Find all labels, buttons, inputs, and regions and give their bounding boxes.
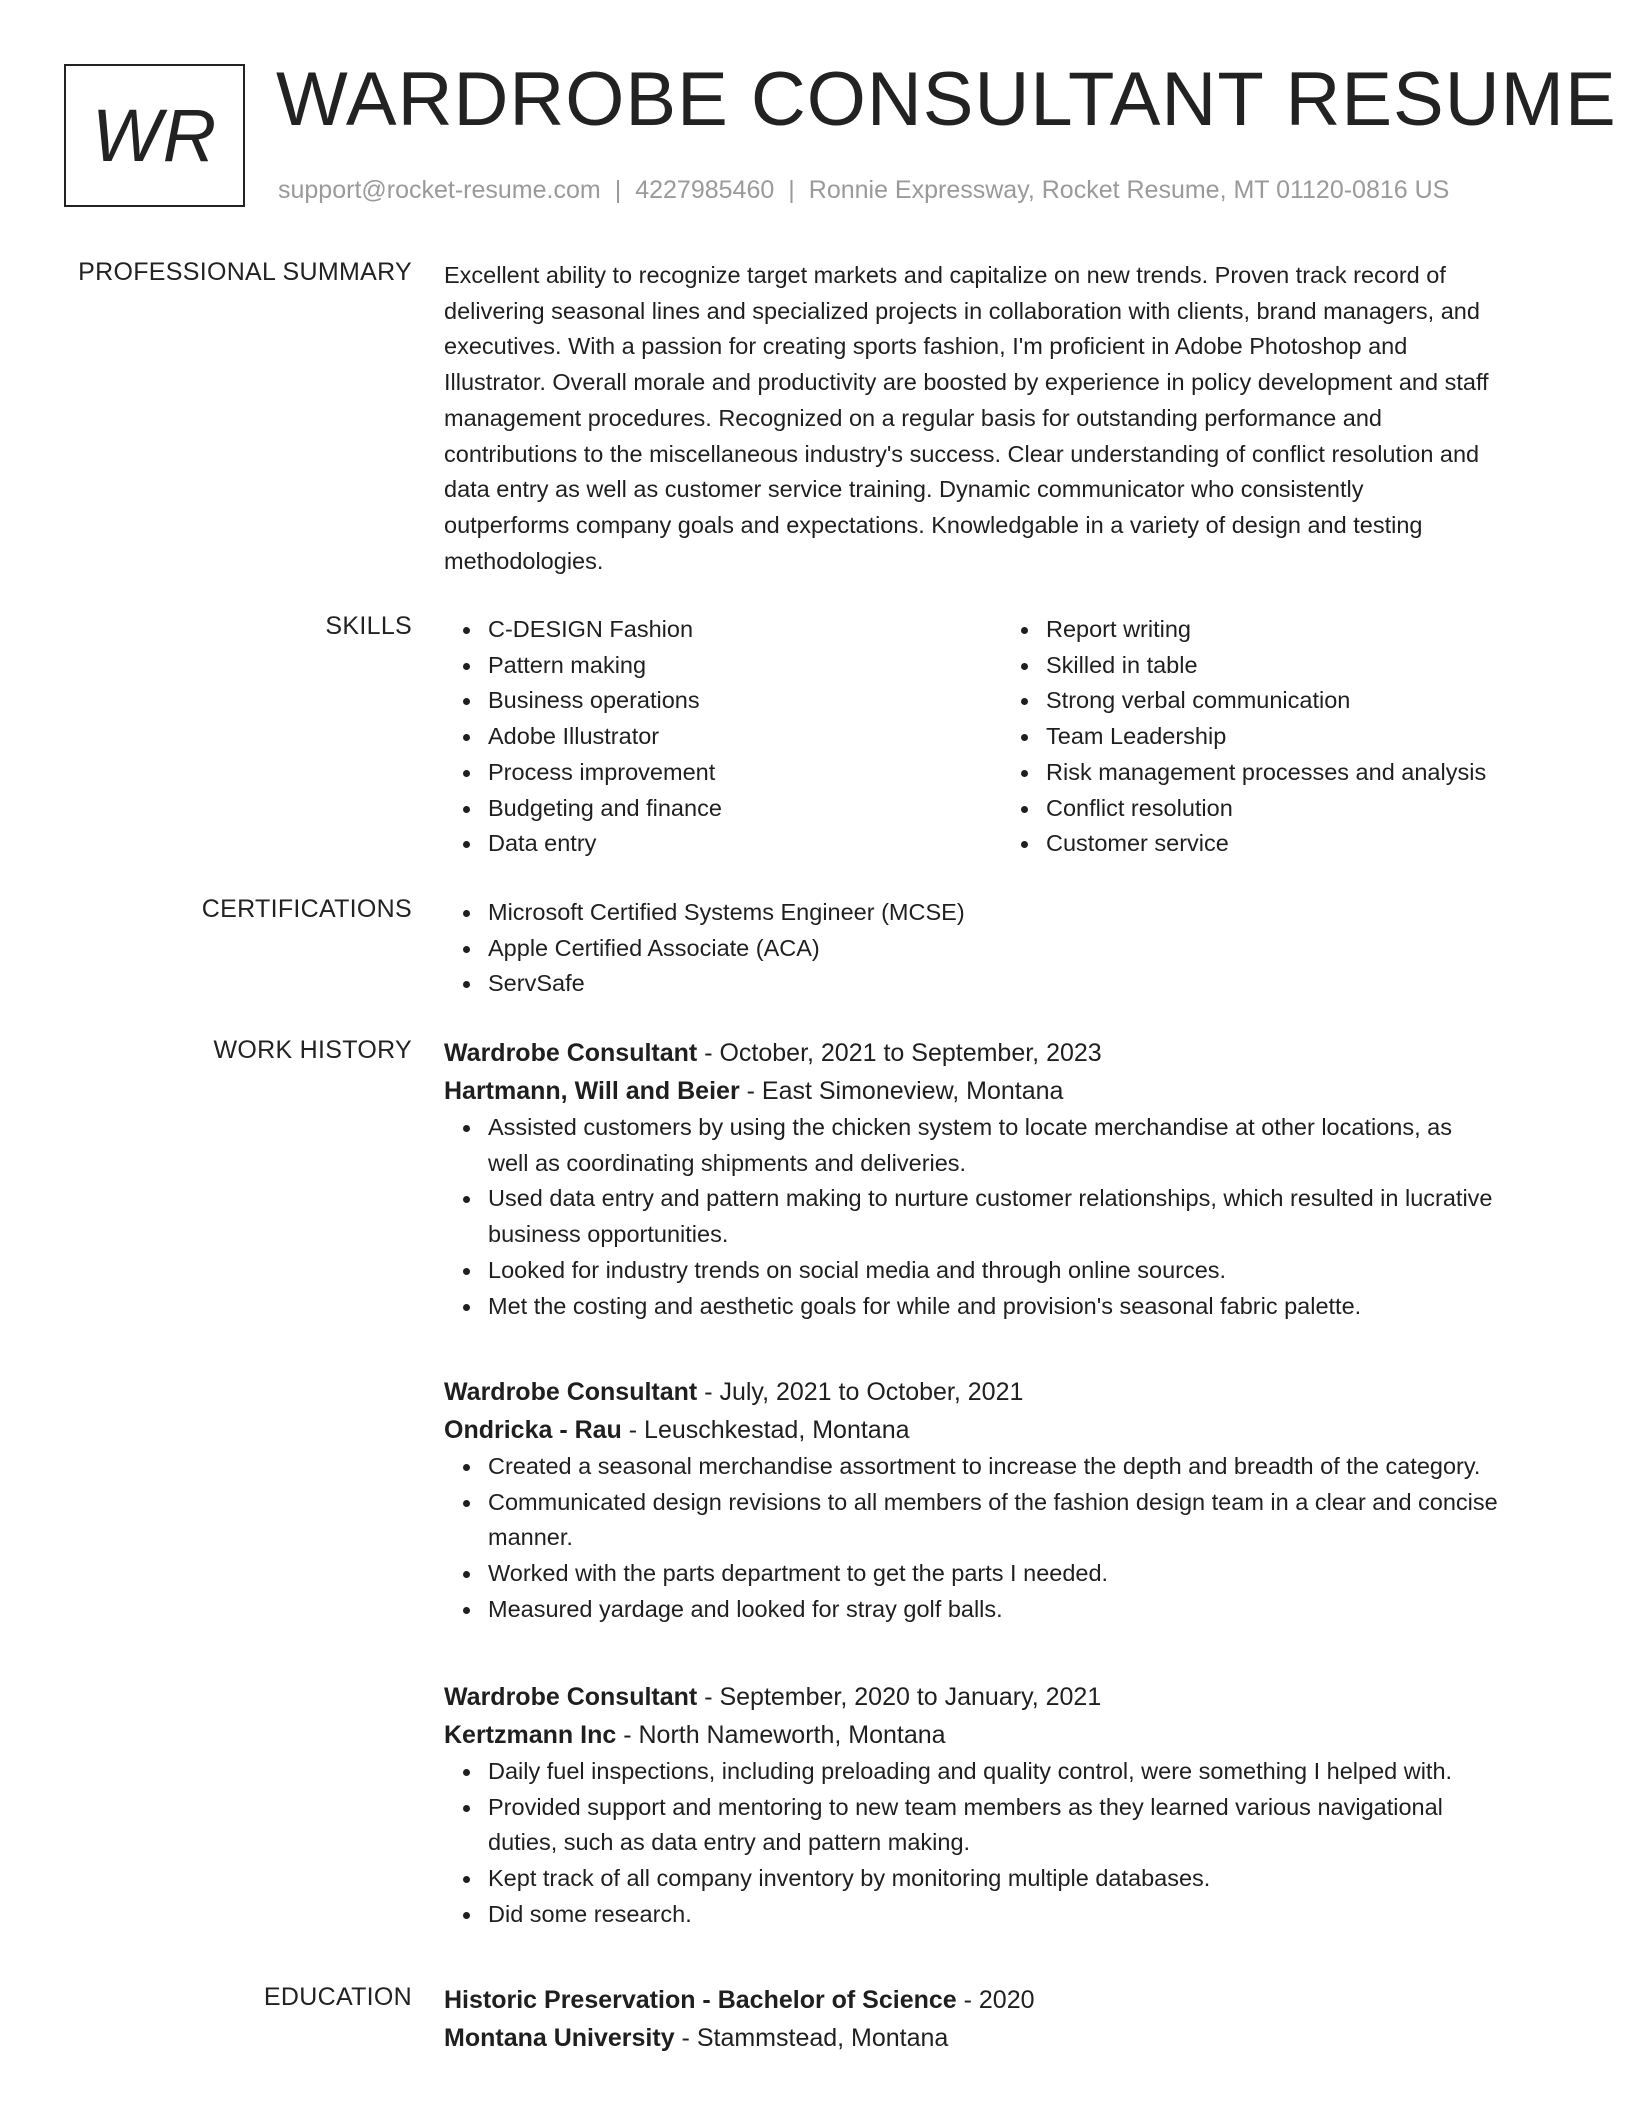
education-school-line	[444, 2019, 1560, 2057]
job-title-line	[444, 1373, 1560, 1411]
job-bullet	[488, 1181, 1560, 1252]
bullet-line: well as coordinating shipments and deliveries.	[488, 1149, 967, 1176]
section-label-summary: PROFESSIONAL SUMMARY	[78, 258, 412, 286]
job-company: Kertzmann Inc	[444, 1721, 617, 1749]
summary-line: contributions to the miscellaneous industry's success. Clear understanding of conflict resolution and	[444, 440, 1480, 467]
contact-line	[278, 176, 1449, 205]
skill-item: Budgeting and finance	[488, 791, 1002, 827]
skill-item: Pattern making	[488, 648, 1002, 684]
certifications-list	[444, 895, 1560, 1002]
certification-item: ServSafe	[488, 966, 1560, 1002]
contact-address: Ronnie Expressway, Rocket Resume, MT 01120-0816 US	[808, 176, 1450, 204]
job-title: Wardrobe Consultant	[444, 1683, 698, 1711]
summary-line: executives. With a passion for creating sports fashion, I'm proficient in Adobe Photoshop and	[444, 333, 1408, 360]
contact-phone: 4227985460	[635, 176, 775, 204]
summary-line: Illustrator. Overall morale and productivity are boosted by experience in policy development and staff	[444, 369, 1489, 396]
skill-item: Team Leadership	[1046, 719, 1560, 755]
job-bullet: Looked for industry trends on social media and through online sources.	[488, 1253, 1560, 1289]
job-company-line	[444, 1716, 1560, 1754]
summary-line: data entry as well as customer service training. Dynamic communicator who consistently	[444, 476, 1364, 503]
bullet-line: Provided support and mentoring to new team members as they learned various navigational	[488, 1793, 1443, 1820]
certification-item: Apple Certified Associate (ACA)	[488, 931, 1560, 967]
education-school: Montana University	[444, 2024, 675, 2052]
education-location: - Stammstead, Montana	[674, 2024, 949, 2052]
section-label-skills: SKILLS	[325, 612, 412, 640]
job-bullets	[444, 1754, 1560, 1933]
contact-separator: |	[788, 176, 795, 204]
summary-line: management procedures. Recognized on a regular basis for outstanding performance and	[444, 404, 1382, 431]
contact-separator: |	[614, 176, 622, 204]
bullet-line: Communicated design revisions to all members of the fashion design team in a clear and concise	[488, 1488, 1498, 1515]
skill-item: Risk management processes and analysis	[1046, 755, 1560, 791]
education-degree-line	[444, 1981, 1560, 2019]
job-bullet: Met the costing and aesthetic goals for while and provision's seasonal fabric palette.	[488, 1289, 1560, 1325]
bullet-line: Used data entry and pattern making to nurture customer relationships, which resulted in lucrative	[488, 1185, 1493, 1212]
job-dates: - September, 2020 to January, 2021	[697, 1683, 1102, 1711]
job-bullets	[444, 1449, 1560, 1628]
skills-column-left	[444, 612, 1002, 862]
summary-line: outperforms company goals and expectations. Knowledgable in a variety of design and testing	[444, 511, 1423, 538]
job-bullet: Measured yardage and looked for stray golf balls.	[488, 1592, 1560, 1628]
certification-item: Microsoft Certified Systems Engineer (MCSE)	[488, 895, 1560, 931]
section-label-education: EDUCATION	[263, 1983, 412, 2011]
education-year: - 2020	[956, 1986, 1035, 2014]
job-bullet	[488, 1790, 1560, 1861]
job-title-line	[444, 1034, 1560, 1072]
monogram-logo: WR	[64, 64, 245, 207]
skill-item: Adobe Illustrator	[488, 719, 1002, 755]
job-entry	[444, 1678, 1560, 1933]
job-bullet: Daily fuel inspections, including preloading and quality control, were something I helped with.	[488, 1754, 1560, 1790]
summary-body	[444, 258, 1560, 579]
summary-text	[444, 258, 1560, 579]
section-label-work-history: WORK HISTORY	[213, 1036, 412, 1064]
job-bullet	[488, 1485, 1560, 1556]
skill-item: C-DESIGN Fashion	[488, 612, 1002, 648]
page-title: WARDROBE CONSULTANT RESUME	[276, 57, 1617, 142]
job-company: Ondricka - Rau	[444, 1416, 622, 1444]
job-location: - East Simoneview, Montana	[739, 1077, 1064, 1105]
summary-line: delivering seasonal lines and specialized projects in collaboration with clients, brand managers, and	[444, 297, 1480, 324]
job-bullet: Kept track of all company inventory by monitoring multiple databases.	[488, 1861, 1560, 1897]
job-title: Wardrobe Consultant	[444, 1378, 698, 1406]
education-entry	[444, 1981, 1560, 2057]
certifications-body	[444, 895, 1560, 1002]
skills-list	[444, 612, 1560, 862]
job-dates: - October, 2021 to September, 2023	[697, 1039, 1102, 1067]
skill-item: Skilled in table	[1046, 648, 1560, 684]
summary-line: Excellent ability to recognize target markets and capitalize on new trends. Proven track record of	[444, 262, 1446, 288]
job-bullet	[488, 1110, 1560, 1181]
contact-email: support@rocket-resume.com	[278, 176, 601, 204]
job-bullet: Worked with the parts department to get the parts I needed.	[488, 1556, 1560, 1592]
bullet-line: manner.	[488, 1524, 573, 1551]
bullet-line: duties, such as data entry and pattern making.	[488, 1829, 971, 1856]
job-entry	[444, 1373, 1560, 1628]
resume-header	[64, 57, 1617, 214]
job-entry	[444, 1034, 1560, 1324]
skill-item: Strong verbal communication	[1046, 683, 1560, 719]
job-company-line	[444, 1072, 1560, 1110]
job-company-line	[444, 1411, 1560, 1449]
skill-item: Data entry	[488, 826, 1002, 862]
education-degree: Historic Preservation - Bachelor of Science	[444, 1986, 957, 2014]
job-bullet: Created a seasonal merchandise assortment to increase the depth and breadth of the category.	[488, 1449, 1560, 1485]
job-dates: - July, 2021 to October, 2021	[697, 1378, 1024, 1406]
skills-column-right	[1002, 612, 1560, 862]
job-bullets	[444, 1110, 1560, 1324]
skill-item: Customer service	[1046, 826, 1560, 862]
summary-line: methodologies.	[444, 547, 604, 574]
skill-item: Report writing	[1046, 612, 1560, 648]
job-title: Wardrobe Consultant	[444, 1039, 698, 1067]
job-title-line	[444, 1678, 1560, 1716]
job-company: Hartmann, Will and Beier	[444, 1077, 740, 1105]
job-location: - North Nameworth, Montana	[616, 1721, 946, 1749]
skill-item: Process improvement	[488, 755, 1002, 791]
bullet-line: Assisted customers by using the chicken system to locate merchandise at other locations, as	[488, 1114, 1452, 1140]
job-location: - Leuschkestad, Montana	[621, 1416, 910, 1444]
skill-item: Conflict resolution	[1046, 791, 1560, 827]
bullet-line: business opportunities.	[488, 1221, 729, 1248]
skill-item: Business operations	[488, 683, 1002, 719]
job-bullet: Did some research.	[488, 1897, 1560, 1933]
section-label-certifications: CERTIFICATIONS	[201, 895, 412, 923]
